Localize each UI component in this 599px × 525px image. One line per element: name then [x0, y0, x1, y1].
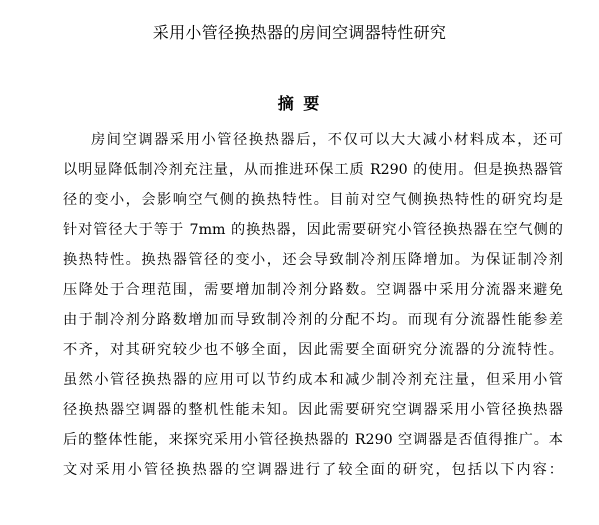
- abstract-line: 针对管径大于等于 7mm 的换热器，因此需要研究小管径换热器在空气侧的: [63, 222, 563, 238]
- abstract-line: 以明显降低制冷剂充注量，从而推进环保工质 R290 的使用。但是换热器管: [63, 162, 563, 178]
- abstract-line: 压降处于合理范围，需要增加制冷剂分路数。空调器中采用分流器来避免: [63, 282, 563, 298]
- abstract-line: 房间空调器采用小管径换热器后，不仅可以大大减小材料成本，还可: [91, 132, 563, 148]
- paper-title: 采用小管径换热器的房间空调器特性研究: [152, 23, 447, 42]
- abstract-heading: 摘 要: [277, 94, 322, 113]
- abstract-line: 文对采用小管径换热器的空调器进行了较全面的研究，包括以下内容：: [63, 462, 563, 478]
- abstract-line: 换热特性。换热器管径的变小，还会导致制冷剂压降增加。为保证制冷剂: [63, 252, 563, 268]
- abstract-body: [63, 125, 563, 485]
- abstract-line: 虽然小管径换热器的应用可以节约成本和减少制冷剂充注量，但采用小管: [63, 372, 563, 388]
- abstract-line: 径的变小，会影响空气侧的换热特性。目前对空气侧换热特性的研究均是: [63, 192, 563, 208]
- abstract-line: 后的整体性能，来探究采用小管径换热器的 R290 空调器是否值得推广。本: [63, 432, 563, 448]
- abstract-line: 不齐，对其研究较少也不够全面，因此需要全面研究分流器的分流特性。: [63, 342, 563, 358]
- abstract-line: 径换热器空调器的整机性能未知。因此需要研究空调器采用小管径换热器: [63, 402, 563, 418]
- abstract-line: 由于制冷剂分路数增加而导致制冷剂的分配不均。而现有分流器性能参差: [63, 312, 563, 328]
